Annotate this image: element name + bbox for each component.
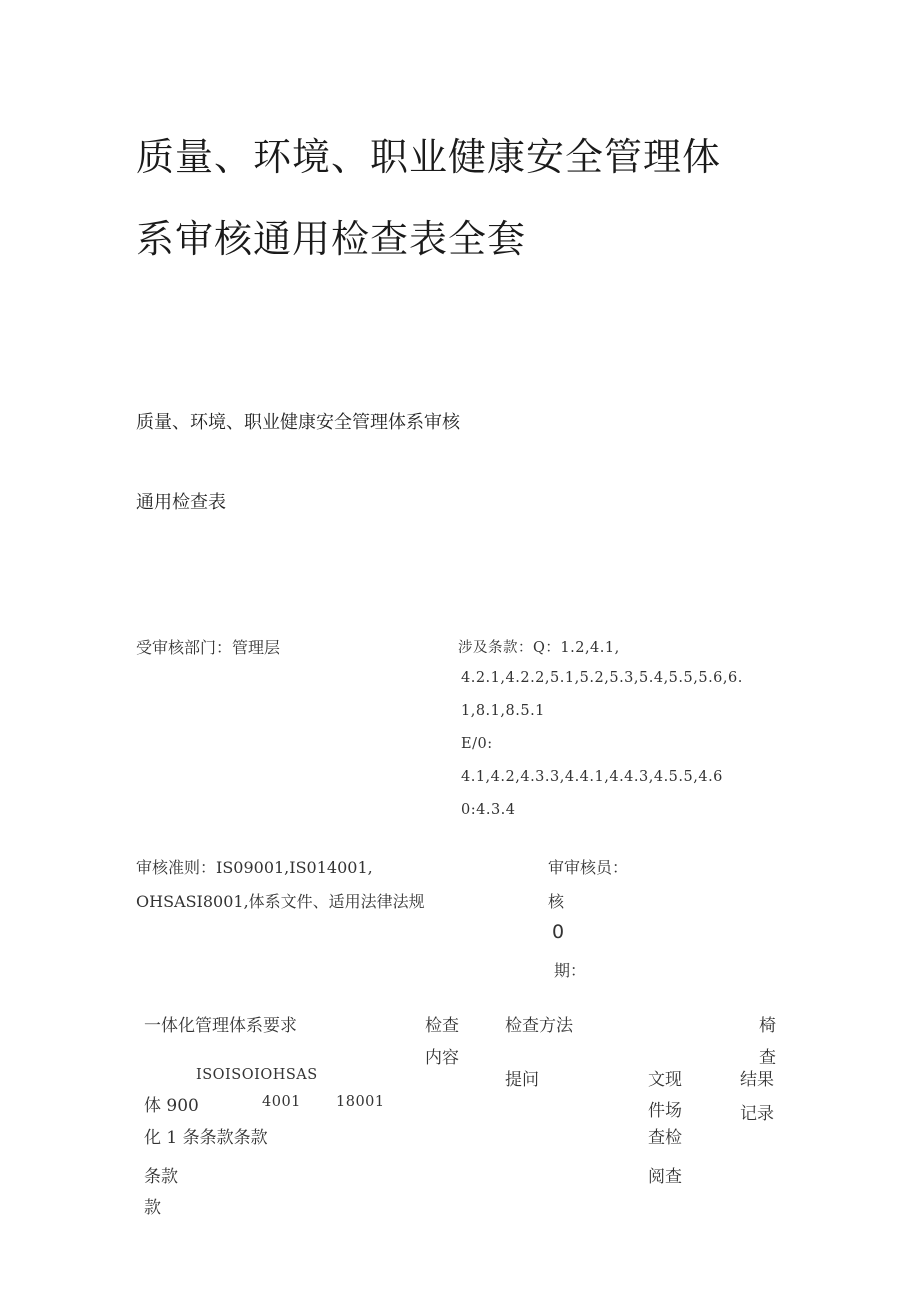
table-row-kuan: 款 xyxy=(144,1198,161,1218)
table-method-question: 提问 xyxy=(505,1070,539,1090)
table-method-doc-1: 文现 xyxy=(648,1070,682,1090)
table-method-doc-2: 件场 xyxy=(648,1101,682,1121)
table-header-method: 检查方法 xyxy=(505,1016,573,1036)
subtitle-line2: 通用检查表 xyxy=(136,492,226,513)
table-row-c: 18001 xyxy=(336,1094,385,1110)
auditor-line3: 0 xyxy=(552,921,565,943)
audit-criteria-line1: 审核准则：IS09001,IS014001, xyxy=(136,858,373,877)
clauses-line5: 4.1,4.2,4.3.3,4.4.1,4.4.3,4.5.5,4.6 xyxy=(461,769,723,785)
table-method-doc-3: 查检 xyxy=(648,1128,682,1148)
document-title-line1: 质量、环境、职业健康安全管理体 xyxy=(136,135,722,179)
clauses-line6: 0:4.3.4 xyxy=(461,802,516,818)
auditor-line2: 核 xyxy=(548,892,565,911)
table-method-doc-4: 阅查 xyxy=(648,1167,682,1187)
clauses-line4: E/0: xyxy=(461,736,493,752)
table-row-clause: 条款 xyxy=(144,1167,178,1187)
table-header-result-1: 椅 xyxy=(759,1016,776,1036)
auditor-label: 审审核员： xyxy=(548,858,629,877)
table-header-content-1: 检查 xyxy=(425,1016,459,1036)
clauses-line1: 涉及条款：Q：1.2,4.1, xyxy=(458,640,620,656)
clauses-line3: 1,8.1,8.5.1 xyxy=(461,703,545,719)
document-title-line2: 系审核通用检查表全套 xyxy=(136,217,527,261)
table-header-result-2: 查 xyxy=(759,1048,776,1068)
date-label: 期： xyxy=(554,961,587,980)
table-row-clauses: 化 1 条条款条款 xyxy=(144,1128,268,1148)
table-header-content-2: 内容 xyxy=(425,1048,459,1068)
audited-department: 受审核部门：管理层 xyxy=(136,638,281,657)
table-row-b: 4001 xyxy=(262,1094,301,1110)
table-header-result-3: 结果 xyxy=(740,1070,774,1090)
clauses-line2: 4.2.1,4.2.2,5.1,5.2,5.3,5.4,5.5,5.6,6. xyxy=(461,670,743,686)
table-header-result-4: 记录 xyxy=(740,1104,774,1124)
subtitle-line1: 质量、环境、职业健康安全管理体系审核 xyxy=(136,412,460,433)
table-row-a: 体 900 xyxy=(144,1096,199,1116)
audit-criteria-line2: OHSASI8001,体系文件、适用法律法规 xyxy=(136,892,425,911)
table-header-requirements: 一体化管理体系要求 xyxy=(144,1016,297,1036)
table-standards-row: ISOISOIOHSAS xyxy=(196,1067,318,1083)
